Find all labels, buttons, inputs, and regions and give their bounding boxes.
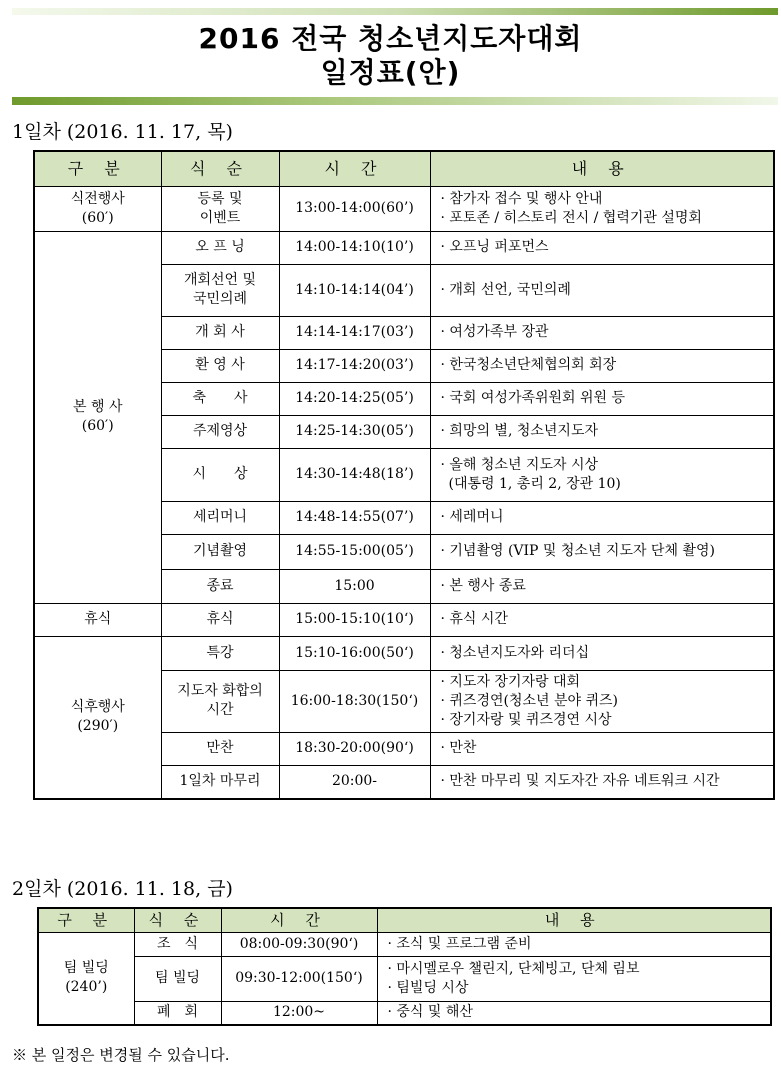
- content-cell: [430, 316, 774, 349]
- change-notice: ※ 본 일정은 변경될 수 있습니다.: [12, 1046, 230, 1064]
- time-cell: 14:25-14:30(05’): [279, 415, 430, 448]
- category-name: 휴식: [84, 611, 112, 627]
- content-cell: [430, 231, 774, 264]
- category-duration: (290′): [77, 718, 119, 735]
- program-cell: 팀 빌딩: [134, 956, 221, 1001]
- program-text: 환 영 사: [195, 357, 245, 373]
- program-text: 만찬: [206, 740, 234, 756]
- content-cell: [377, 932, 771, 956]
- title-line-2: 일정표(안): [320, 56, 461, 89]
- content-cell: [430, 264, 774, 316]
- time-cell: 15:10-16:00(50‘): [279, 636, 430, 670]
- program-cell: [161, 603, 279, 636]
- category-cell: [34, 603, 161, 636]
- category-cell: [34, 186, 161, 231]
- program-text: 시 상: [192, 466, 248, 482]
- content-text: · 개회 선언, 국민의례: [440, 281, 571, 298]
- program-text: 개 회 사: [195, 324, 245, 340]
- content-text: · 만찬 마무리 및 지도자간 자유 네트워크 시간: [440, 773, 720, 790]
- content-cell: [430, 382, 774, 415]
- top-decorative-bar: [12, 8, 778, 15]
- category-duration: (240’): [65, 979, 108, 996]
- header-program: 식 순: [161, 151, 279, 186]
- program-cell: [161, 264, 279, 316]
- title-line-1: 2016 전국 청소년지도자대회: [198, 22, 583, 55]
- category-duration: (60′): [81, 418, 114, 434]
- program-text: 종료: [206, 577, 234, 594]
- content-cell: [430, 569, 774, 603]
- day1-schedule-table: [33, 150, 775, 800]
- program-cell: [161, 534, 279, 569]
- program-text: 휴식: [206, 611, 234, 627]
- content-cell: [430, 186, 774, 231]
- time-cell: 15:00: [279, 569, 430, 603]
- time-cell: 15:00-15:10(10‘): [279, 603, 430, 636]
- program-cell: 폐 회: [134, 1001, 221, 1025]
- content-cell: [430, 603, 774, 636]
- table-row: [38, 932, 771, 956]
- program-text: 세리머니: [192, 509, 248, 525]
- program-text: 오 프 닝: [195, 239, 245, 255]
- time-cell: 09:30-12:00(150‘): [221, 956, 377, 1001]
- time-cell: 14:17-14:20(03’): [279, 349, 430, 382]
- content-text: · 휴식 시간: [440, 611, 508, 627]
- program-text: 기념촬영: [192, 543, 248, 559]
- program-text: 주제영상: [192, 423, 248, 439]
- content-text: · 여성가족부 장관: [440, 324, 549, 340]
- program-cell: [161, 636, 279, 670]
- time-cell: 14:48-14:55(07’): [279, 501, 430, 534]
- program-cell: 조 식: [134, 932, 221, 956]
- time-cell: 14:14-14:17(03’): [279, 316, 430, 349]
- time-cell: 12:00~: [221, 1001, 377, 1025]
- program-text: 등록 및: [197, 190, 243, 207]
- day2-heading: 2일차 (2016. 11. 18, 금): [12, 878, 233, 900]
- time-cell: 08:00-09:30(90‘): [221, 932, 377, 956]
- program-cell: [161, 231, 279, 264]
- content-text: · 팀빌딩 시상: [387, 979, 469, 996]
- table-row: [34, 636, 774, 670]
- time-cell: 20:00-: [279, 765, 430, 799]
- time-cell: 13:00-14:00(60’): [279, 186, 430, 231]
- content-text: (대통령 1, 총리 2, 장관 10): [448, 475, 621, 492]
- content-cell: [430, 349, 774, 382]
- content-cell: [377, 956, 771, 1001]
- category-duration: (60′): [81, 209, 114, 226]
- time-cell: 14:55-15:00(05’): [279, 534, 430, 569]
- content-text: · 세레머니: [440, 509, 504, 525]
- program-text: 축 사: [192, 390, 248, 406]
- header-program: 식 순: [134, 908, 221, 932]
- program-cell: [161, 448, 279, 501]
- day1-header-row: [34, 151, 774, 186]
- content-cell: [430, 732, 774, 765]
- program-cell: [161, 569, 279, 603]
- day2-header-row: [38, 908, 771, 932]
- program-text: 개회선언 및: [183, 272, 257, 288]
- program-cell: [161, 415, 279, 448]
- header-time: 시 간: [221, 908, 377, 932]
- program-text: 지도자 화합의: [177, 683, 263, 699]
- program-text: 시간: [206, 702, 234, 718]
- content-text: · 조식 및 프로그램 준비: [387, 935, 532, 952]
- table-row: [34, 231, 774, 264]
- table-row: [38, 1001, 771, 1025]
- category-name: 팀 빌딩: [63, 960, 109, 977]
- content-text: · 청소년지도자와 리더십: [440, 644, 590, 661]
- time-cell: 14:20-14:25(05’): [279, 382, 430, 415]
- content-cell: [430, 448, 774, 501]
- category-cell: [34, 231, 161, 603]
- program-cell: [161, 186, 279, 231]
- content-text: · 지도자 장기자랑 대회: [440, 673, 581, 690]
- day1-heading: 1일차 (2016. 11. 17, 목): [12, 121, 233, 143]
- content-cell: [430, 415, 774, 448]
- program-cell: [161, 501, 279, 534]
- content-text: · 참가자 접수 및 행사 안내: [440, 190, 603, 207]
- program-cell: [161, 316, 279, 349]
- time-cell: 16:00-18:30(150‘): [279, 670, 430, 732]
- category-cell: [34, 636, 161, 799]
- program-text: 국민의례: [192, 291, 248, 307]
- table-row: [34, 603, 774, 636]
- time-cell: 14:10-14:14(04’): [279, 264, 430, 316]
- content-cell: [430, 534, 774, 569]
- content-cell: [430, 501, 774, 534]
- table-row: [34, 186, 774, 231]
- content-cell: [430, 636, 774, 670]
- content-cell: [377, 1001, 771, 1025]
- program-text: 특강: [206, 644, 234, 661]
- time-cell: 14:30-14:48(18’): [279, 448, 430, 501]
- content-text: · 중식 및 해산: [387, 1004, 473, 1021]
- content-text: · 포토존 / 히스토리 전시 / 협력기관 설명회: [440, 209, 702, 226]
- content-text: · 본 행사 종료: [440, 577, 526, 594]
- time-cell: 18:30-20:00(90‘): [279, 732, 430, 765]
- table-row: [38, 956, 771, 1001]
- content-cell: [430, 670, 774, 732]
- category-name: 식전행사: [70, 190, 125, 207]
- category-name: 본 행 사: [73, 399, 123, 415]
- program-cell: [161, 732, 279, 765]
- header-category: 구 분: [34, 151, 161, 186]
- header-content: 내 용: [430, 151, 774, 186]
- page-title: [0, 22, 781, 90]
- program-text: 1일차 마무리: [179, 773, 261, 790]
- program-cell: [161, 382, 279, 415]
- content-text: · 올해 청소년 지도자 시상: [440, 456, 598, 473]
- content-text: · 만찬: [440, 740, 477, 756]
- content-text: · 오프닝 퍼포먼스: [440, 239, 549, 255]
- content-text: · 기념촬영 (VIP 및 청소년 지도자 단체 촬영): [440, 543, 715, 559]
- title-underline-bar: [12, 97, 778, 105]
- content-cell: [430, 765, 774, 799]
- content-text: · 퀴즈경연(청소년 분야 퀴즈): [440, 692, 618, 709]
- time-cell: 14:00-14:10(10’): [279, 231, 430, 264]
- program-text: 이벤트: [199, 209, 241, 226]
- content-text: · 희망의 별, 청소년지도자: [440, 423, 598, 439]
- day2-schedule-table: [37, 907, 772, 1026]
- program-cell: [161, 349, 279, 382]
- content-text: · 한국청소년단체협의회 회장: [440, 357, 617, 373]
- category-name: 식후행사: [70, 699, 125, 716]
- content-text: · 마시멜로우 챌린지, 단체빙고, 단체 림보: [387, 960, 640, 977]
- content-text: · 장기자랑 및 퀴즈경연 시상: [440, 711, 612, 728]
- header-category: 구 분: [38, 908, 134, 932]
- content-text: · 국회 여성가족위원회 위원 등: [440, 390, 626, 406]
- category-cell: [38, 932, 134, 1025]
- header-content: 내 용: [377, 908, 771, 932]
- header-time: 시 간: [279, 151, 430, 186]
- program-cell: [161, 670, 279, 732]
- program-cell: [161, 765, 279, 799]
